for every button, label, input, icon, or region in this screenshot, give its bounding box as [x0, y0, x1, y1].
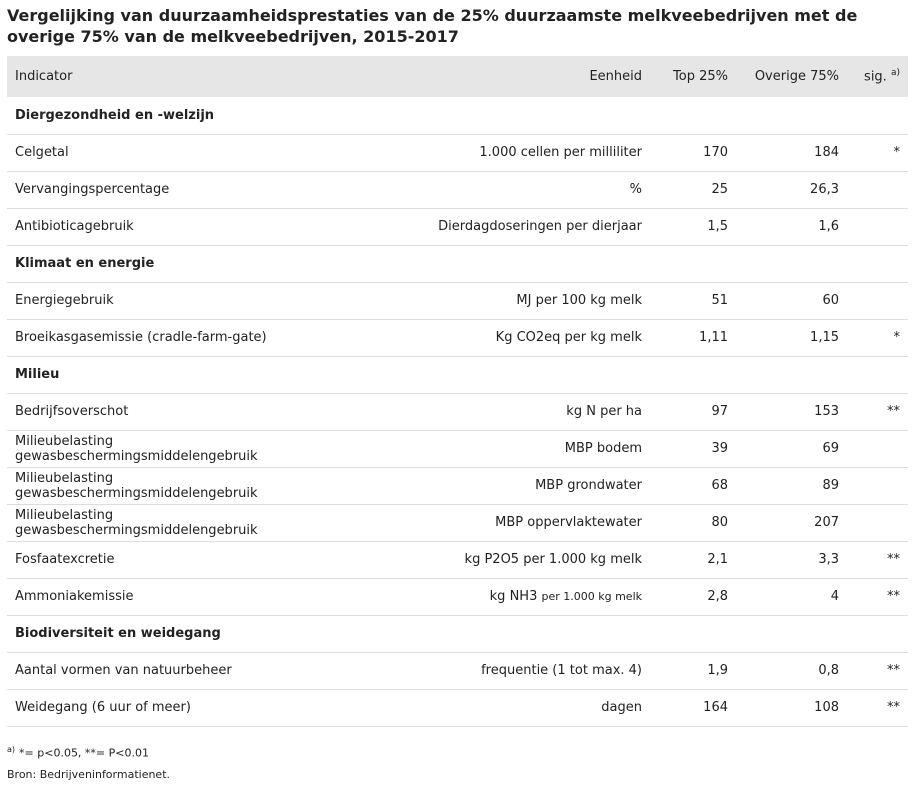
cell-top: 170 — [703, 145, 728, 160]
unit-main: kg NH3 — [489, 589, 538, 604]
cell-indicator: Aantal vormen van natuurbeheer — [15, 663, 232, 678]
cell-top: 1,9 — [707, 663, 728, 678]
cell-unit: Kg CO2eq per kg melk — [495, 330, 642, 345]
table-row — [7, 541, 908, 578]
cell-rest: 1,15 — [810, 330, 839, 345]
source-note: Bron: Bedrijveninformatienet. — [7, 768, 171, 781]
table-row — [7, 689, 908, 726]
cell-indicator: Fosfaatexcretie — [15, 552, 115, 567]
cell-indicator: Vervangingspercentage — [15, 182, 170, 197]
table-row — [7, 171, 908, 208]
section-label: Milieu — [15, 367, 60, 382]
cell-rest: 184 — [814, 145, 839, 160]
cell-indicator: Antibioticagebruik — [15, 219, 134, 234]
cell-sig — [847, 430, 908, 467]
section-row-environment — [7, 356, 908, 393]
cell-top: 1,5 — [707, 219, 728, 234]
cell-indicator: Milieubelasting gewasbeschermingsmiddelengebruik — [15, 507, 258, 538]
table-row — [7, 319, 908, 356]
table-row — [7, 467, 908, 504]
cell-indicator: Ammoniakemissie — [15, 589, 134, 604]
cell-sig: ** — [887, 589, 900, 604]
cell-rest: 153 — [814, 404, 839, 419]
cell-rest: 1,6 — [818, 219, 839, 234]
table-row — [7, 504, 908, 541]
header-sig-sup: a) — [890, 68, 900, 79]
cell-top: 164 — [703, 700, 728, 715]
cell-unit: dagen — [601, 700, 642, 715]
page-title: Vergelijking van duurzaamheidsprestaties van de 25% duurzaamste melkveebedrijven met de overige 75% van de melkveebedrijven, 2015-2017 — [7, 6, 858, 46]
section-row-biodiversity — [7, 615, 908, 652]
table-row — [7, 430, 908, 467]
cell-unit — [363, 578, 650, 615]
cell-sig — [847, 171, 908, 208]
cell-indicator: Bedrijfsoverschot — [15, 404, 129, 419]
cell-top: 2,1 — [707, 552, 728, 567]
section-label: Diergezondheid en -welzijn — [15, 107, 215, 123]
footnote-text: *= p<0.05, **= P<0.01 — [19, 746, 149, 760]
cell-sig: ** — [887, 404, 900, 419]
cell-rest: 0,8 — [818, 663, 839, 678]
cell-rest: 108 — [814, 700, 839, 715]
cell-top: 1,11 — [699, 330, 728, 345]
cell-unit: MBP grondwater — [535, 478, 642, 493]
unit-small: per 1.000 kg melk — [541, 590, 642, 603]
cell-unit: 1.000 cellen per milliliter — [479, 145, 642, 160]
footnote-sup: a) — [7, 745, 16, 754]
data-table — [7, 56, 908, 727]
cell-top: 97 — [711, 404, 728, 419]
section-row-health — [7, 97, 908, 134]
cell-rest: 60 — [822, 293, 839, 308]
cell-top: 68 — [711, 478, 728, 493]
cell-sig: ** — [887, 552, 900, 567]
section-label: Klimaat en energie — [15, 256, 155, 271]
cell-sig: ** — [887, 700, 900, 715]
header-sig — [847, 56, 908, 97]
footnote — [7, 745, 149, 760]
cell-unit: MBP bodem — [564, 441, 642, 456]
table-row — [7, 652, 908, 689]
table-row — [7, 134, 908, 171]
cell-sig — [847, 467, 908, 504]
cell-unit: MBP oppervlaktewater — [495, 515, 642, 530]
cell-indicator: Milieubelasting gewasbeschermingsmiddelengebruik — [15, 433, 258, 464]
cell-sig — [847, 282, 908, 319]
header-sig-label: sig. — [864, 69, 887, 85]
cell-top: 39 — [711, 441, 728, 456]
cell-rest: 207 — [814, 515, 839, 530]
cell-unit: frequentie (1 tot max. 4) — [481, 663, 642, 678]
cell-indicator: Broeikasgasemissie (cradle-farm-gate) — [15, 330, 267, 345]
cell-rest: 69 — [822, 441, 839, 456]
header-top: Top 25% — [673, 69, 728, 84]
cell-rest: 3,3 — [818, 552, 839, 567]
cell-sig — [847, 504, 908, 541]
cell-rest: 89 — [822, 478, 839, 493]
cell-unit: MJ per 100 kg melk — [516, 293, 642, 308]
table-row — [7, 282, 908, 319]
cell-unit: kg P2O5 per 1.000 kg melk — [464, 552, 642, 567]
section-row-climate — [7, 245, 908, 282]
cell-sig: ** — [887, 663, 900, 678]
cell-top: 25 — [711, 182, 728, 197]
cell-sig: * — [893, 330, 900, 345]
header-rest: Overige 75% — [754, 69, 839, 84]
table-header-row — [7, 56, 908, 97]
cell-sig: * — [893, 145, 900, 160]
header-indicator: Indicator — [15, 69, 73, 84]
cell-rest: 26,3 — [810, 182, 839, 197]
cell-indicator: Celgetal — [15, 145, 69, 160]
cell-top: 2,8 — [707, 589, 728, 604]
table-row — [7, 393, 908, 430]
cell-top: 80 — [711, 515, 728, 530]
cell-indicator: Weidegang (6 uur of meer) — [15, 700, 191, 715]
table-row — [7, 208, 908, 245]
cell-indicator: Milieubelasting gewasbeschermingsmiddelengebruik — [15, 470, 258, 501]
cell-rest: 4 — [830, 589, 839, 604]
cell-indicator: Energiegebruik — [15, 293, 114, 308]
cell-unit: Dierdagdoseringen per dierjaar — [438, 219, 642, 234]
cell-top: 51 — [711, 293, 728, 308]
header-unit: Eenheid — [589, 69, 642, 84]
cell-sig — [847, 208, 908, 245]
section-label: Biodiversiteit en weidegang — [15, 626, 221, 641]
table-row — [7, 578, 908, 615]
cell-unit: kg N per ha — [566, 404, 642, 419]
cell-unit: % — [629, 182, 642, 197]
